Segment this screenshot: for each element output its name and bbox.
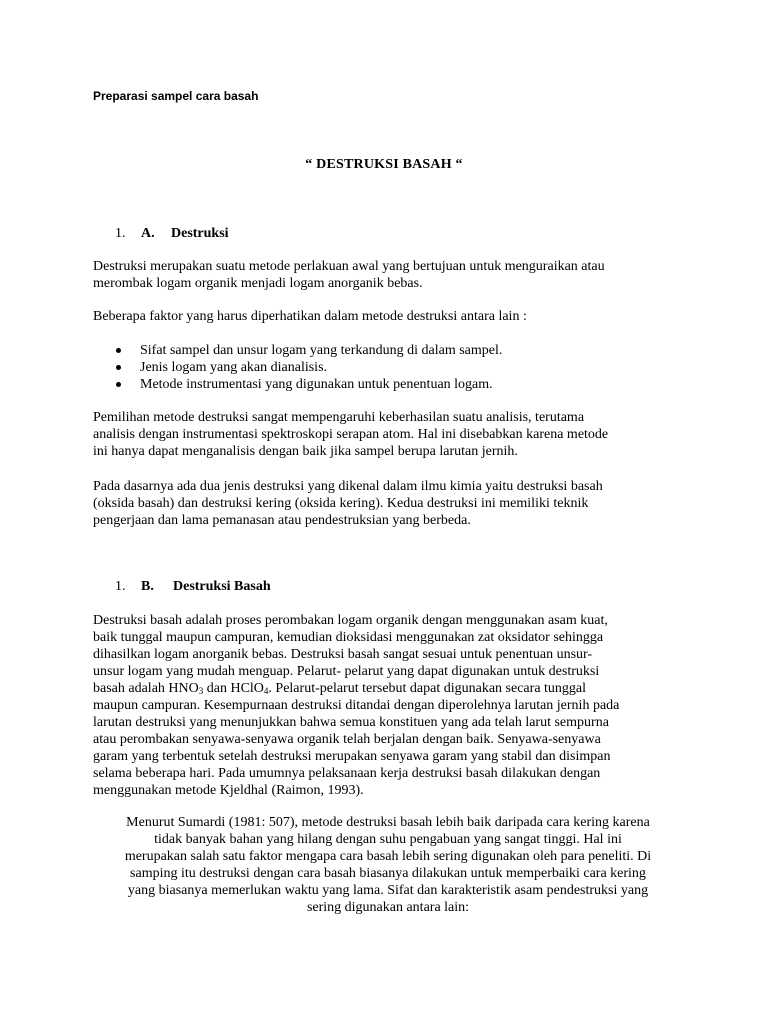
paragraph-line: larutan destruksi yang menunjukkan bahwa semua konstituen yang ada telah larut sempurna — [93, 715, 609, 730]
paragraph-line: selama beberapa hari. Pada umumnya pelaksanaan kerja destruksi basah dilakukan dengan — [93, 766, 601, 781]
paragraph-line-formula — [93, 680, 683, 697]
paragraph-line: sering digunakan antara lain: — [306, 900, 470, 915]
paragraph-line: baik tunggal maupun campuran, kemudian dioksidasi menggunakan zat oksidator sehingga — [93, 630, 604, 645]
section-a-title: Destruksi — [171, 226, 229, 241]
factor-bullet-list — [116, 342, 502, 393]
formula-text: . Pelarut-pelarut tersebut dapat digunakan secara tunggal — [268, 681, 587, 696]
paragraph-line: unsur logam yang mudah menguap. Pelarut- pelarut yang dapat digunakan untuk destruksi — [93, 664, 600, 679]
hno3-subscript: 3 — [198, 686, 204, 696]
section-a-paragraph-2 — [93, 308, 683, 325]
hclo4-subscript: 4 — [263, 686, 269, 696]
section-a-paragraph-4 — [93, 478, 683, 529]
paragraph-line: merupakan salah satu faktor mengapa cara basah lebih sering digunakan oleh para peneliti. Di — [124, 849, 652, 864]
formula-text: dan HClO — [203, 681, 264, 696]
paragraph-line: Destruksi merupakan suatu metode perlakuan awal yang bertujuan untuk menguraikan atau — [93, 259, 605, 274]
bullet-dot-icon — [116, 365, 121, 370]
paragraph-line: samping itu destruksi dengan cara basah biasanya dilakukan untuk memperbaiki cara kering — [130, 866, 646, 881]
paragraph-line: atau perombakan senyawa-senyawa organik telah berjalan dengan baik. Senyawa-senyawa — [93, 732, 601, 747]
document-title: “ DESTRUKSI BASAH “ — [305, 157, 463, 172]
paragraph-line: Pemilihan metode destruksi sangat mempengaruhi keberhasilan suatu analisis, terutama — [93, 410, 585, 425]
section-b-paragraph-2 — [93, 814, 683, 916]
section-a-letter: A. — [141, 226, 155, 241]
bullet-dot-icon — [116, 348, 121, 353]
paragraph-line: Pada dasarnya ada dua jenis destruksi yang dikenal dalam ilmu kimia yaitu destruksi basah — [93, 479, 603, 494]
bullet-item — [116, 342, 502, 359]
bullet-item — [116, 359, 502, 376]
section-b-letter: B. — [141, 579, 154, 594]
paragraph-line: garam yang terbentuk setelah destruksi merupakan senyawa garam yang stabil dan disimpan — [93, 749, 611, 764]
section-b-number: 1. — [115, 579, 126, 594]
paragraph-line: dihasilkan logam anorganik bebas. Destruksi basah sangat sesuai untuk penentuan unsur- — [93, 647, 593, 662]
bullet-text: Metode instrumentasi yang digunakan untuk penentuan logam. — [140, 377, 493, 392]
bullet-text: Sifat sampel dan unsur logam yang terkandung di dalam sampel. — [140, 343, 503, 358]
paragraph-line: merombak logam organik menjadi logam anorganik bebas. — [93, 276, 423, 291]
bullet-text: Jenis logam yang akan dianalisis. — [140, 360, 328, 375]
paragraph-line: analisis dengan instrumentasi spektroskopi serapan atom. Hal ini disebabkan karena metode — [93, 427, 609, 442]
paragraph-line: tidak banyak bahan yang hilang dengan suhu pengabuan yang sangat tinggi. Hal ini — [154, 832, 622, 847]
paragraph-line: ini hanya dapat menganalisis dengan baik jika sampel berupa larutan jernih. — [93, 444, 518, 459]
paragraph-line: menggunakan metode Kjeldhal (Raimon, 1993). — [93, 783, 364, 798]
section-b-title: Destruksi Basah — [173, 579, 271, 594]
section-a-paragraph-3 — [93, 409, 683, 460]
bullet-dot-icon — [116, 382, 121, 387]
paragraph-line: Beberapa faktor yang harus diperhatikan dalam metode destruksi antara lain : — [93, 309, 527, 324]
section-a-paragraph-1 — [93, 258, 683, 292]
section-b-heading — [115, 578, 271, 595]
document-header: Preparasi sampel cara basah — [93, 89, 259, 103]
section-a-number: 1. — [115, 226, 126, 241]
paragraph-line: pengerjaan dan lama pemanasan atau pendestruksian yang berbeda. — [93, 513, 471, 528]
paragraph-line: maupun campuran. Kesempurnaan destruksi ditandai dengan diperolehnya larutan jernih pada — [93, 698, 620, 713]
section-b-paragraph-1 — [93, 612, 683, 799]
paragraph-line: (oksida basah) dan destruksi kering (oksida kering). Kedua destruksi ini memiliki teknik — [93, 496, 589, 511]
paragraph-line: Destruksi basah adalah proses perombakan logam organik dengan menggunakan asam kuat, — [93, 613, 608, 628]
section-a-heading — [115, 225, 229, 242]
bullet-item — [116, 376, 502, 393]
paragraph-line: Menurut Sumardi (1981: 507), metode destruksi basah lebih baik daripada cara kering karena — [126, 815, 650, 830]
paragraph-line: yang biasanya memerlukan waktu yang lama. Sifat dan karakteristik asam pendestruksi yang — [127, 883, 649, 898]
formula-text: basah adalah HNO — [93, 681, 199, 696]
